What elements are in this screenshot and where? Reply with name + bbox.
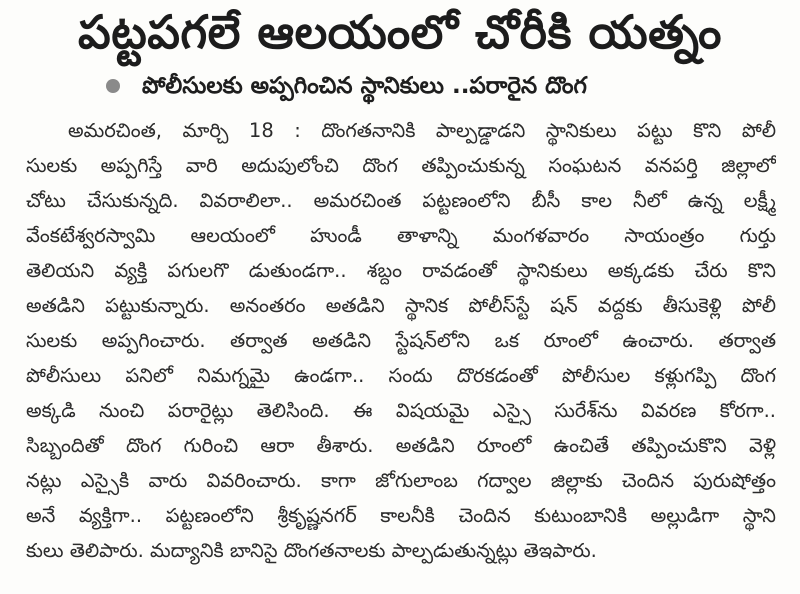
article-body-line: అతడిని పట్టుకున్నారు. అనంతరం అతడిని స్థానిక పోలీస్‌స్టే షన్ వద్దకు తీసుకెళ్లి పోలీ xyxy=(26,294,776,317)
article-body-line: తెలియని వ్యక్తి పగులగొ డుతుండగా.. శబ్దం రావడంతో స్థానికులు అక్కడకు చేరు కొని xyxy=(26,259,776,282)
article-body-line: వేంకటేశ్వరస్వామి ఆలయంలో హుండీ తాళాన్ని మంగళవారం సాయంత్రం గుర్తు xyxy=(26,224,776,247)
article-body-line: అనే వ్యక్తిగా.. పట్టణంలోని శ్రీకృష్ణనగర్ కాలనీకి చెందిన కుటుంబానికి అల్లుడిగా స్థాని xyxy=(26,504,776,527)
article-body-line: చోటు చేసుకున్నది. వివరాలిలా.. అమరచింత పట్టణంలోని బీసీ కాల నీలో ఉన్న లక్ష్మీ xyxy=(26,189,776,212)
article-subheading: పోలీసులకు అప్పగించిన స్థానికులు ..పరారైన దొంగ xyxy=(142,73,587,99)
article-body-line: అక్కడి నుంచి పరారైట్లు తెలిసింది. ఈ విషయమై ఎస్సై సురేశ్‌ను వివరణ కోరగా.. xyxy=(26,399,776,422)
article-body-line: నట్లు ఎస్సైకి వారు వివరించారు. కాగా జోగులాంబ గద్వాల జిల్లాకు చెందిన పురుషోత్తం xyxy=(26,469,776,492)
bullet-icon xyxy=(106,79,120,93)
article-body-line: సులకు అప్పగిస్తే వారి అదుపులోంచి దొంగ తప్పించుకున్న సంఘటన వనపర్తి జిల్లాలో xyxy=(26,154,776,177)
article-body-line: పోలీసులు పనిలో నిమగ్నమై ఉండగా.. సందు దొరకడంతో పోలీసుల కళ్లుగప్పి దొంగ xyxy=(26,364,776,387)
article-body-line: సిబ్బందితో దొంగ గురించి ఆరా తీశారు. అతడిని రూంలో ఉంచితే తప్పించుకొని వెళ్లి xyxy=(26,434,776,457)
article-headline: పట్టపగలే ఆలయంలో చోరీకి యత్నం xyxy=(77,5,722,59)
article-subheading-row xyxy=(106,68,587,104)
article-body xyxy=(26,113,776,568)
article-body-line: సులకు అప్పగించారు. తర్వాత అతడిని స్టేషన్‌లోని ఒక రూంలో ఉంచారు. తర్వాత xyxy=(26,329,776,352)
article-body-line: కులు తెలిపారు. మద్యానికి బానిసై దొంగతనాలకు పాల్పడుతున్నట్లు తెఇపారు. xyxy=(26,539,597,562)
article-body-line: అమరచింత, మార్చి 18 : దొంగతనానికి పాల్పడ్డాడని స్థానికులు పట్టు కొని పోలీ xyxy=(68,119,776,142)
